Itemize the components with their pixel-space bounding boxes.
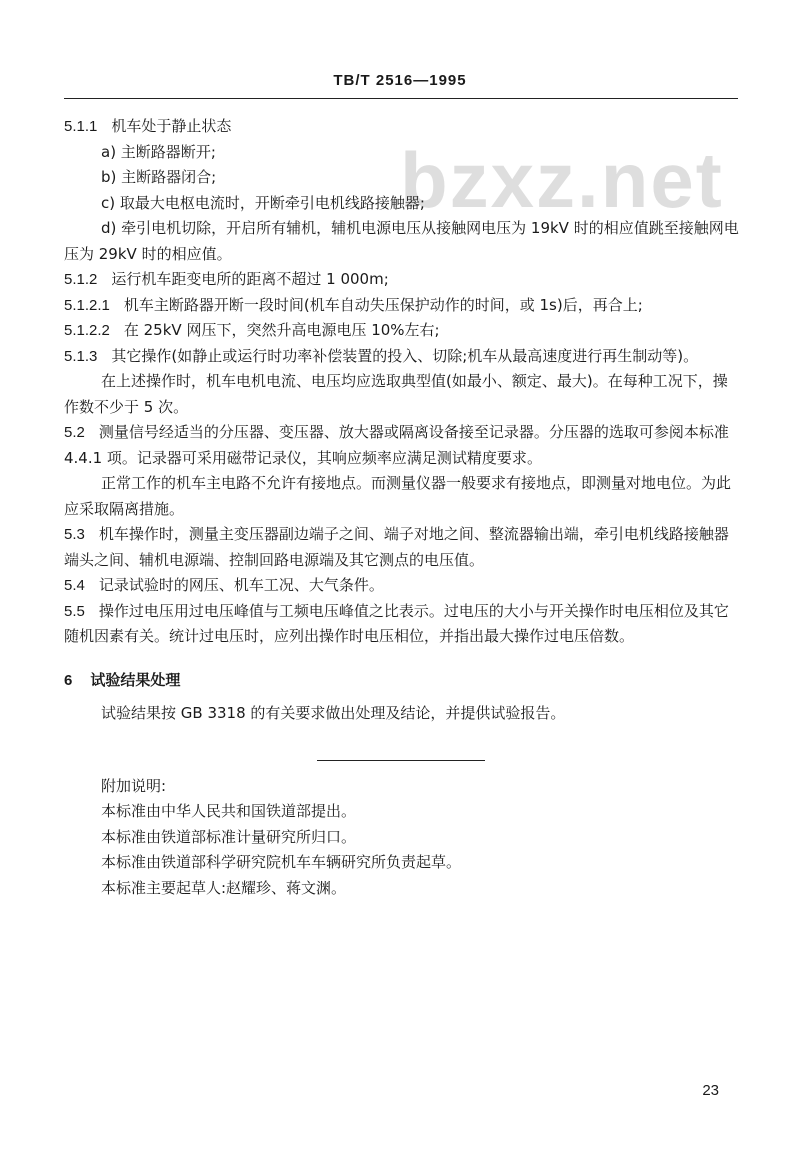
list-item-c: c) 取最大电枢电流时，开断牵引电机线路接触器; bbox=[101, 193, 425, 212]
notes-separator bbox=[317, 760, 485, 761]
notes-line: 本标准由铁道部科学研究院机车车辆研究所负责起草。 bbox=[101, 853, 462, 871]
clause-5-1-2-2 bbox=[64, 318, 740, 344]
clause-number: 5.2 bbox=[64, 424, 85, 441]
clause-number: 5.1.1 bbox=[64, 118, 98, 135]
page-number: 23 bbox=[702, 1082, 719, 1099]
document-body bbox=[64, 114, 740, 901]
clause-text: 操作过电压用过电压峰值与工频电压峰值之比表示。过电压的大小与开关操作时电压相位及其它随机因素有关。统计过电压时，应列出操作时电压相位，并指出最大操作过电压倍数。 bbox=[64, 601, 729, 645]
clause-5-3 bbox=[64, 522, 740, 573]
clause-5-4 bbox=[64, 573, 740, 599]
clause-text: 机车主断路器开断一段时间(机车自动失压保护动作的时间，或 1s)后，再合上; bbox=[123, 295, 643, 314]
clause-number: 5.5 bbox=[64, 602, 85, 620]
clause-number: 5.1.2.2 bbox=[64, 322, 110, 339]
clause-5-1-3 bbox=[64, 344, 740, 370]
list-item-a: a) 主断路器断开; bbox=[101, 142, 216, 161]
clause-number: 5.1.2.1 bbox=[64, 296, 110, 314]
section-title: 试验结果处理 bbox=[90, 670, 181, 689]
operation-note bbox=[64, 369, 740, 420]
section-6-heading bbox=[64, 668, 740, 694]
section-6-text: 试验结果按 GB 3318 的有关要求做出处理及结论，并提供试验报告。 bbox=[101, 704, 566, 722]
clause-text: 运行机车距变电所的距离不超过 1 000m; bbox=[111, 270, 389, 288]
clause-text: 机车操作时，测量主变压器副边端子之间、端子对地之间、整流器输出端，牵引电机线路接触器端头之间、辅机电源端、控制回路电源端及其它测点的电压值。 bbox=[64, 525, 729, 569]
operation-note-text: 在上述操作时，机车电机电流、电压均应选取典型值(如最小、额定、最大)。在每种工况下，操作数不少于 5 次。 bbox=[64, 372, 728, 416]
notes-title: 附加说明: bbox=[101, 776, 167, 795]
clause-text: 其它操作(如静止或运行时功率补偿装置的投入、切除;机车从最高速度进行再生制动等)。 bbox=[111, 346, 699, 365]
clause-text: 记录试验时的网压、机车工况、大气条件。 bbox=[98, 576, 384, 594]
header-rule bbox=[64, 98, 738, 99]
document-header: TB/T 2516—1995 bbox=[333, 72, 467, 89]
notes-line: 本标准由铁道部标准计量研究所归口。 bbox=[101, 827, 357, 846]
grounding-note-text: 正常工作的机车主电路不允许有接地点。而测量仪器一般要求有接地点，即测量对地电位。为此应采取隔离措施。 bbox=[64, 474, 732, 518]
clause-5-1-2 bbox=[64, 267, 740, 293]
clause-number: 5.4 bbox=[64, 577, 85, 594]
clause-text: 在 25kV 网压下，突然升高电源电压 10%左右; bbox=[123, 321, 440, 339]
clause-5-2 bbox=[64, 420, 740, 471]
clause-number: 5.3 bbox=[64, 526, 85, 543]
clause-5-1-2-1 bbox=[64, 293, 740, 319]
section-number: 6 bbox=[64, 671, 73, 689]
list-item-d-text: d) 牵引电机切除，开启所有辅机，辅机电源电压从接触网电压为 19kV 时的相应值跳至接触网电压为 29kV 时的相应值。 bbox=[64, 219, 739, 263]
list-item-b: b) 主断路器闭合; bbox=[101, 168, 217, 186]
clause-5-5 bbox=[64, 599, 740, 650]
clause-number: 5.1.2 bbox=[64, 271, 98, 288]
clause-number: 5.1.3 bbox=[64, 347, 98, 365]
clause-5-1-1 bbox=[64, 114, 740, 140]
notes-line: 本标准主要起草人:赵耀珍、蒋文渊。 bbox=[101, 878, 347, 897]
notes-line: 本标准由中华人民共和国铁道部提出。 bbox=[101, 802, 357, 820]
list-item-d bbox=[64, 216, 740, 267]
watermark: bzxz.net bbox=[400, 136, 724, 224]
grounding-note bbox=[64, 471, 740, 522]
clause-text: 测量信号经适当的分压器、变压器、放大器或隔离设备接至记录器。分压器的选取可参阅本标准 4.4.1 项。记录器可采用磁带记录仪，其响应频率应满足测试精度要求。 bbox=[64, 423, 729, 467]
clause-text: 机车处于静止状态 bbox=[111, 117, 232, 135]
